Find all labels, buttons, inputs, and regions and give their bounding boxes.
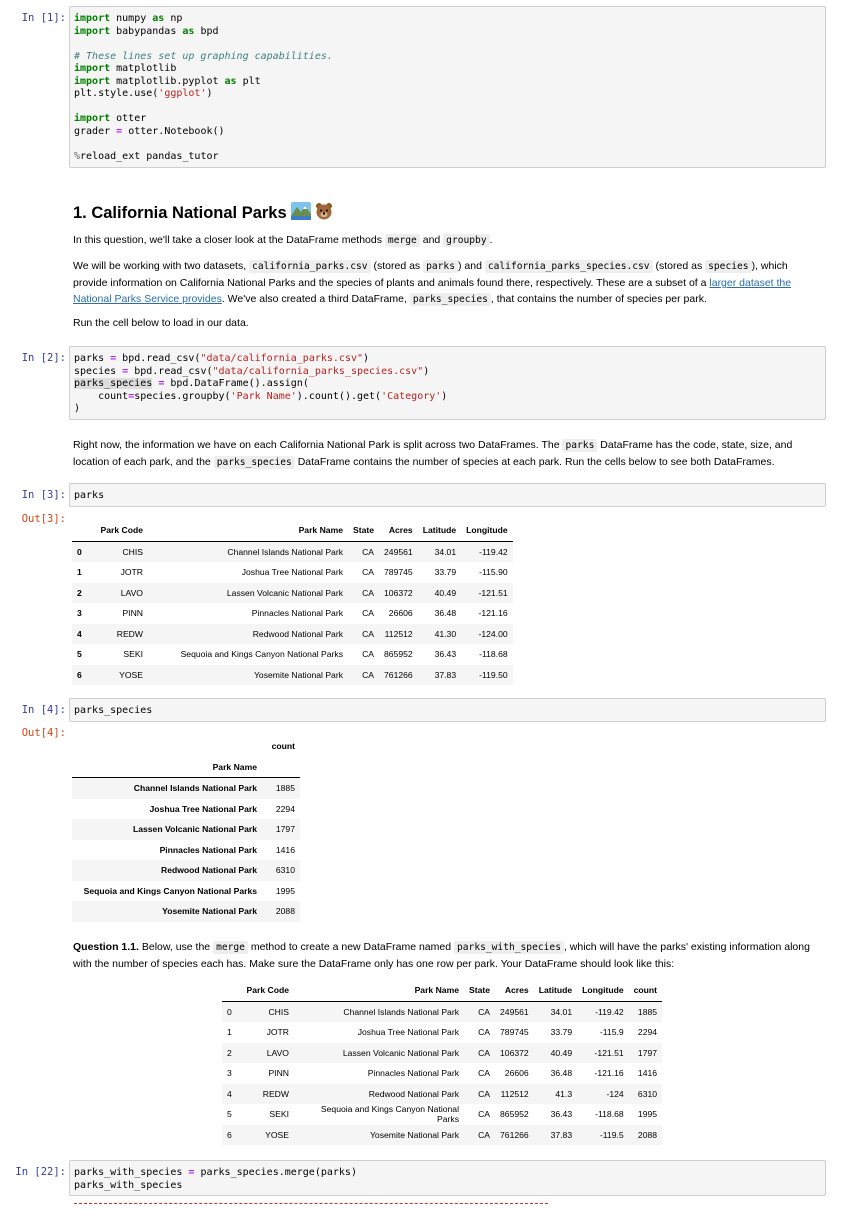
table-cell: SEKI [123,649,143,660]
cell-3-out-prompt: Out[3]: [21,513,66,525]
table-cell: 37.83 [434,669,457,680]
column-header: count [271,741,295,752]
row-index: Joshua Tree National Park [149,803,257,814]
groupby-code: groupby [443,234,489,247]
row-index: 2 [77,587,82,598]
table-cell: Channel Islands National Park [227,546,343,557]
column-header: Latitude [534,980,577,1001]
table-cell: CHIS [122,546,143,557]
cell-4-prompt: In [4]: [21,704,66,716]
merge-code-q: merge [213,941,248,954]
column-header: Longitude [461,520,513,541]
table-cell: Lassen Volcanic National Park [342,1047,459,1058]
table-cell: -115.9 [599,1027,624,1038]
table-row [72,860,300,881]
table-cell: CA [362,608,375,619]
row-index: Pinnacles National Park [159,844,257,855]
table-cell: Sequoia and Kings Canyon National Parks [320,1104,459,1125]
row-index: 0 [227,1006,232,1017]
cell-3-code[interactable]: parks [69,483,826,507]
table-cell: 1416 [275,844,295,855]
table-row [72,603,513,624]
row-index: 5 [77,649,82,660]
row-index: Sequoia and Kings Canyon National Parks [83,885,257,896]
table-cell: 761266 [500,1129,529,1140]
row-index: 3 [77,608,82,619]
mountain-lake-emoji [291,202,311,225]
table-cell: 1885 [637,1006,658,1017]
table-cell: 40.49 [550,1047,573,1058]
row-index: 4 [77,628,82,639]
table-row [72,819,300,840]
table-cell: PINN [122,608,143,619]
row-index: 5 [227,1109,232,1120]
index-name: Park Name [72,757,262,778]
column-header: State [348,520,379,541]
table-row [222,1063,662,1084]
table-cell: CA [478,1068,491,1079]
parks-species-table [72,736,300,922]
table-cell: SEKI [269,1109,289,1120]
table-cell: CA [478,1088,491,1099]
table-cell: -121.51 [594,1047,624,1058]
species-code: species [705,260,751,273]
cell-22-prompt: In [22]: [15,1166,66,1178]
merge-code: merge [385,234,420,247]
parks-species-code: parks_species [410,293,491,306]
file1-code: california_parks.csv [249,260,371,273]
table-cell: Joshua Tree National Park [241,567,343,578]
table-cell: 2088 [637,1129,658,1140]
table-cell: 112512 [500,1088,529,1099]
table-cell: 1416 [637,1068,658,1079]
table-cell: 1885 [275,783,295,794]
table-row [72,541,513,562]
table-cell: 2294 [275,803,295,814]
table-cell: 41.3 [555,1088,573,1099]
cell-1-code[interactable]: import numpy as np import babypandas as bpd # These lines set up graphing capabilities. import matplotlib import matplotlib.pyplot as plt plt.style.use('ggplot') import otter grader = otter.Notebook() %reload_ext pandas_tutor [69,6,826,168]
table-cell: 1995 [275,885,295,896]
cell-4-code[interactable]: parks_species [69,698,826,722]
table-cell: Joshua Tree National Park [357,1027,459,1038]
column-header: Park Code [92,520,148,541]
table-cell: REDW [262,1088,289,1099]
column-header: Latitude [418,520,461,541]
column-header: Park Code [238,980,294,1001]
row-index: 2 [227,1047,232,1058]
table-cell: -121.16 [478,608,508,619]
table-row [72,799,300,820]
row-index: 6 [77,669,82,680]
table-cell: Redwood National Park [368,1088,459,1099]
cell-4-out-prompt: Out[4]: [21,727,66,739]
table-cell: 34.01 [550,1006,573,1017]
table-cell: Sequoia and Kings Canyon National Parks [180,649,343,660]
table-cell: 26606 [504,1068,529,1079]
table-cell: 1797 [275,824,295,835]
table-cell: CA [362,649,375,660]
parks-table-header [72,520,513,541]
cell-3-prompt: In [3]: [21,489,66,501]
cell-1-prompt: In [1]: [21,12,66,24]
table-row [72,901,300,922]
section-heading: 1. California National Parks [73,202,333,225]
table-cell: CA [478,1006,491,1017]
table-cell: 36.48 [434,608,457,619]
table-cell: CA [362,546,375,557]
table-row [72,881,300,902]
species-table-index-header [72,757,300,778]
intro-paragraph: In this question, we'll take a closer look at the DataFrame methods merge and groupby . [73,234,493,246]
table-cell: 26606 [388,608,413,619]
table-cell: 106372 [384,587,413,598]
table-cell: CHIS [268,1006,289,1017]
table-cell: 761266 [384,669,413,680]
table-cell: -121.51 [478,587,508,598]
table-row [222,1043,662,1064]
table-cell: PINN [268,1068,289,1079]
table-row [222,1084,662,1105]
table-row [222,1104,662,1125]
table-cell: Channel Islands National Park [343,1006,459,1017]
table-cell: 865952 [500,1109,529,1120]
split-paragraph: Right now, the information we have on each California National Park is split across two DataFrames. The parks DataFrame has the code, state, size, and location of each park, and the parks_species DataFrame contains the number of species at each park. Run the cells below to see both DataFrames. [73,439,793,468]
table-cell: CA [362,587,375,598]
table-cell: -119.5 [599,1129,624,1140]
row-index: 0 [77,546,82,557]
table-cell: YOSE [265,1129,289,1140]
nps-dataset-link[interactable]: larger dataset the National Parks Service provides [73,277,792,305]
column-header: Park Name [294,980,464,1001]
table-cell: Yosemite National Park [253,669,343,680]
species-table-header [72,736,300,757]
table-cell: 249561 [500,1006,529,1017]
table-cell: 37.83 [550,1129,573,1140]
bear-emoji [315,202,333,225]
table-cell: Yosemite National Park [369,1129,459,1140]
table-cell: CA [478,1129,491,1140]
row-index: Redwood National Park [161,865,257,876]
table-cell: 2088 [275,906,295,917]
table-row [222,1001,662,1022]
table-cell: YOSE [119,669,143,680]
column-header: State [464,980,495,1001]
row-index: 6 [227,1129,232,1140]
table-cell: 33.79 [434,567,457,578]
row-index: 4 [227,1088,232,1099]
table-cell: -115.90 [479,567,508,578]
table-cell: 2294 [637,1027,658,1038]
table-cell: -119.42 [479,546,508,557]
table-cell: 6310 [637,1088,658,1099]
table-row [72,644,513,665]
column-header: count [629,980,662,1001]
parks-code: parks [423,260,458,273]
table-cell: -118.68 [595,1109,624,1120]
column-header: Acres [379,520,418,541]
run-cell-paragraph: Run the cell below to load in our data. [73,317,249,329]
table-cell: 34.01 [434,546,457,557]
row-index: Yosemite National Park [162,906,257,917]
row-index: 3 [227,1068,232,1079]
table-cell: CA [362,628,375,639]
table-cell: CA [362,669,375,680]
cell-22-code[interactable]: parks_with_species = parks_species.merge(parks) parks_with_species [69,1160,826,1196]
datasets-paragraph: We will be working with two datasets, california_parks.csv (stored as parks ) and california_parks_species.csv (stored as species ), which provide information on California National Parks and the species of plants and animals found there, respectively. These are a subset of a larger dataset the National Parks Service provides. We've also created a third DataFrame, parks_species , that contains the number of species per park. [73,260,792,305]
row-index: 1 [77,567,82,578]
table-cell: 33.79 [550,1027,573,1038]
table-row [72,665,513,686]
table-cell: 789745 [384,567,413,578]
table-cell: LAVO [120,587,143,598]
column-header: Park Name [148,520,348,541]
table-cell: Redwood National Park [252,628,343,639]
table-row [72,778,300,799]
row-index: Lassen Volcanic National Park [132,824,257,835]
table-row [72,583,513,604]
parks-species-code-2: parks_species [214,456,295,469]
question-paragraph: Question 1.1. Below, use the merge method to create a new DataFrame named parks_with_species , which will have the parks' existing information along with the number of species each has. Make sure the DataFrame only has one row per park. Your DataFrame should look like this: [73,941,810,970]
row-index: Channel Islands National Park [133,783,257,794]
table-cell: CA [478,1109,491,1120]
table-cell: CA [478,1027,491,1038]
cell-2-prompt: In [2]: [21,352,66,364]
table-cell: 40.49 [434,587,457,598]
table-cell: 36.43 [434,649,457,660]
table-cell: -121.16 [594,1068,624,1079]
table-row [72,562,513,583]
table-cell: LAVO [266,1047,289,1058]
expected-table-header [222,980,662,1001]
table-cell: 249561 [384,546,413,557]
cell-2-code[interactable]: parks = bpd.read_csv("data/california_parks.csv") species = bpd.read_csv("data/california_parks_species.csv") parks_species = bpd.DataFrame().assign( count=species.groupby('Park Name').count().get('Category') ) [69,346,826,420]
table-row [222,1022,662,1043]
parks-code-2: parks [562,439,597,452]
file2-code: california_parks_species.csv [485,260,653,273]
table-cell: JOTR [120,567,143,578]
parks-table [72,520,513,685]
column-header: Acres [495,980,534,1001]
table-cell: 1797 [637,1047,658,1058]
table-row [72,840,300,861]
table-cell: 36.48 [550,1068,573,1079]
table-cell: 106372 [500,1047,529,1058]
table-cell: 789745 [500,1027,529,1038]
table-cell: JOTR [266,1027,289,1038]
table-cell: -124.00 [478,628,508,639]
parks-with-species-code: parks_with_species [454,941,564,954]
table-cell: -118.68 [479,649,508,660]
table-cell: CA [478,1047,491,1058]
table-cell: 865952 [384,649,413,660]
table-cell: 1995 [637,1109,658,1120]
expected-table [222,980,662,1145]
table-cell: 6310 [275,865,295,876]
table-cell: CA [362,567,375,578]
table-cell: -119.42 [595,1006,624,1017]
row-index: 1 [227,1027,232,1038]
table-row [222,1125,662,1146]
table-cell: -124 [606,1088,624,1099]
table-cell: Pinnacles National Park [251,608,343,619]
column-header: Longitude [577,980,629,1001]
table-cell: 112512 [384,628,413,639]
table-cell: 36.43 [550,1109,573,1120]
table-cell: Lassen Volcanic National Park [226,587,343,598]
error-output-divider [74,1203,548,1204]
table-row [72,624,513,645]
table-cell: Pinnacles National Park [367,1068,459,1079]
table-cell: -119.50 [479,669,508,680]
table-cell: REDW [116,628,143,639]
table-cell: 41.30 [434,628,457,639]
